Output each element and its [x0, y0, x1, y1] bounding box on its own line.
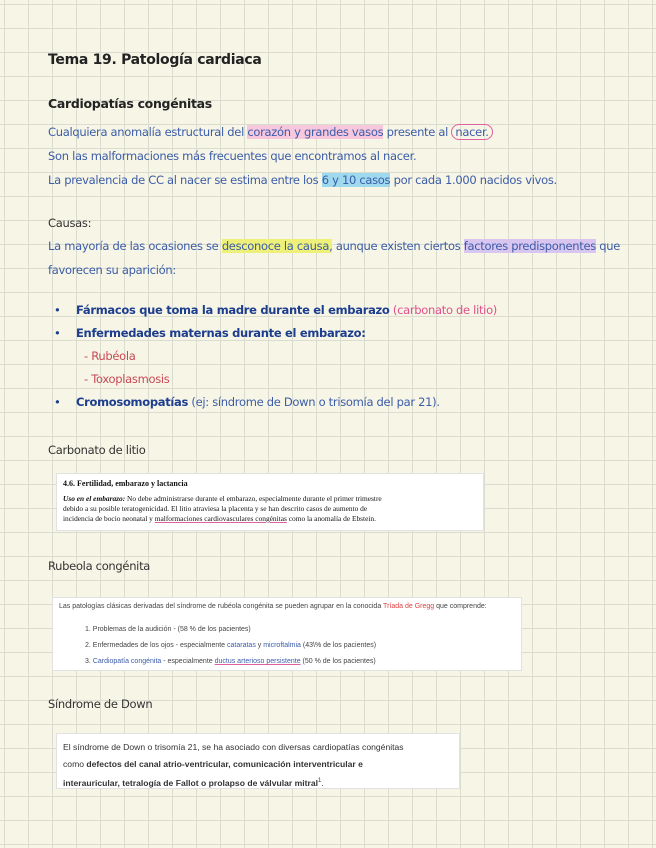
text-segment: incidencia de bocio neonatal y	[63, 514, 155, 523]
footnote-ref[interactable]: 1	[318, 778, 322, 784]
card-line	[63, 773, 404, 792]
rubeola-heading: Rubeola congénita	[48, 559, 151, 573]
text-segment: aunque existen ciertos	[332, 239, 464, 253]
down-heading: Síndrome de Down	[48, 697, 153, 711]
item-note: (carbonato de litio)	[389, 303, 497, 317]
link-cardiopatia[interactable]: Cardiopatía congénita	[92, 658, 162, 665]
link-microftalmia[interactable]: microftalmia	[263, 642, 301, 649]
circled-nacer: nacer.	[451, 124, 492, 140]
card-line: debido a su posible teratogenicidad. El litio atraviesa la placenta y se han descrito casos de aumento de	[63, 504, 368, 513]
link-triada-gregg[interactable]: Tríada de Gregg	[383, 603, 435, 610]
list-item	[48, 322, 497, 345]
highlight-corazon: corazón y grandes vasos	[247, 125, 384, 139]
text-segment: La mayoría de las ocasiones se	[48, 239, 222, 253]
causes-line-1	[48, 238, 620, 254]
text-segment: que comprende:	[434, 603, 487, 610]
bullet: •	[54, 395, 61, 409]
down-excerpt-card	[56, 733, 460, 789]
down-text	[63, 739, 404, 792]
item-text: Cromosomopatías	[76, 395, 189, 409]
bold-text: defectos del canal atrio-ventricular, comunicación interventricular e	[86, 759, 363, 769]
frequency-line: Son las malformaciones más frecuentes que encontramos al nacer.	[48, 149, 417, 163]
text-segment: como	[63, 759, 87, 769]
text-segment: (43\% de los pacientes)	[300, 642, 377, 649]
card-title: 4.6. Fertilidad, embarazo y lactancia	[63, 479, 188, 488]
causes-line-2: favorecen su aparición:	[48, 263, 176, 277]
text-segment: 2. Enfermedades de los ojos - especialmente	[85, 642, 228, 649]
text-segment: No debe administrarse durante el embarazo, especialmente durante el primer trimestre	[125, 494, 382, 503]
rubeola-list	[85, 622, 376, 670]
sub-item-rubeola: - Rubéola	[84, 349, 136, 363]
item-text: Enfermedades maternas durante el embarazo:	[76, 326, 366, 340]
text-segment: como la anomalía de Ebstein.	[286, 514, 376, 523]
page-title: Tema 19. Patología cardiaca	[48, 52, 262, 68]
causes-list	[48, 299, 497, 414]
text-segment: La prevalencia de CC al nacer se estima entre los	[48, 173, 322, 187]
text-segment: (50 % de los pacientes)	[300, 658, 376, 665]
sub-item-toxoplasmosis: - Toxoplasmosis	[84, 372, 170, 386]
underlined-text: malformaciones cardiovasculares congénitas	[154, 514, 287, 523]
list-item	[48, 391, 497, 414]
text-segment: que	[595, 239, 621, 253]
text-segment: Cualquiera anomalía estructural del	[48, 125, 248, 139]
item-note: (ej: síndrome de Down o trisomía del par 21).	[188, 395, 440, 409]
causes-heading: Causas:	[48, 216, 92, 230]
litio-heading: Carbonato de litio	[48, 443, 146, 457]
rubeola-intro	[59, 603, 487, 610]
highlight-desconoce: desconoce la causa,	[221, 239, 333, 253]
highlight-factores: factores predisponentes	[463, 239, 596, 253]
text-segment: presente al	[383, 125, 452, 139]
text-segment: y	[255, 642, 264, 649]
item-text: Fármacos que toma la madre durante el embarazo	[76, 303, 390, 317]
list-item	[85, 654, 376, 670]
text-segment: 3.	[85, 658, 93, 665]
text-segment: por cada 1.000 nacidos vivos.	[390, 173, 557, 187]
card-text	[63, 494, 382, 524]
bullet: •	[54, 303, 61, 317]
highlight-casos: 6 y 10 casos	[321, 173, 391, 187]
litio-excerpt-card	[56, 473, 484, 531]
definition-line	[48, 124, 493, 140]
link-ductus[interactable]: ductus arterioso persistente	[214, 658, 301, 665]
list-item	[48, 299, 497, 322]
bold-text: interauricular, tetralogía de Fallot o prolapso de válvular mitral	[63, 777, 319, 788]
text-segment: Las patologías clásicas derivadas del síndrome de rubéola congénita se pueden agrupar en la conocida	[59, 603, 384, 610]
card-line	[63, 494, 382, 504]
card-line	[63, 514, 382, 524]
section-heading-cardiopatias: Cardiopatías congénitas	[48, 96, 212, 111]
card-line	[63, 756, 404, 773]
rubeola-excerpt-card	[52, 597, 522, 671]
link-cataratas[interactable]: cataratas	[227, 642, 256, 649]
label: Uso en el embarazo:	[63, 494, 126, 503]
card-line: El síndrome de Down o trisomía 21, se ha asociado con diversas cardiopatías congénitas	[63, 742, 404, 752]
list-item: 1. Problemas de la audición - (58 % de los pacientes)	[85, 626, 251, 633]
text-segment: - especialmente	[161, 658, 215, 665]
bullet: •	[54, 326, 61, 340]
prevalence-line	[48, 172, 557, 188]
text-segment: .	[321, 777, 324, 788]
list-item	[85, 638, 376, 654]
